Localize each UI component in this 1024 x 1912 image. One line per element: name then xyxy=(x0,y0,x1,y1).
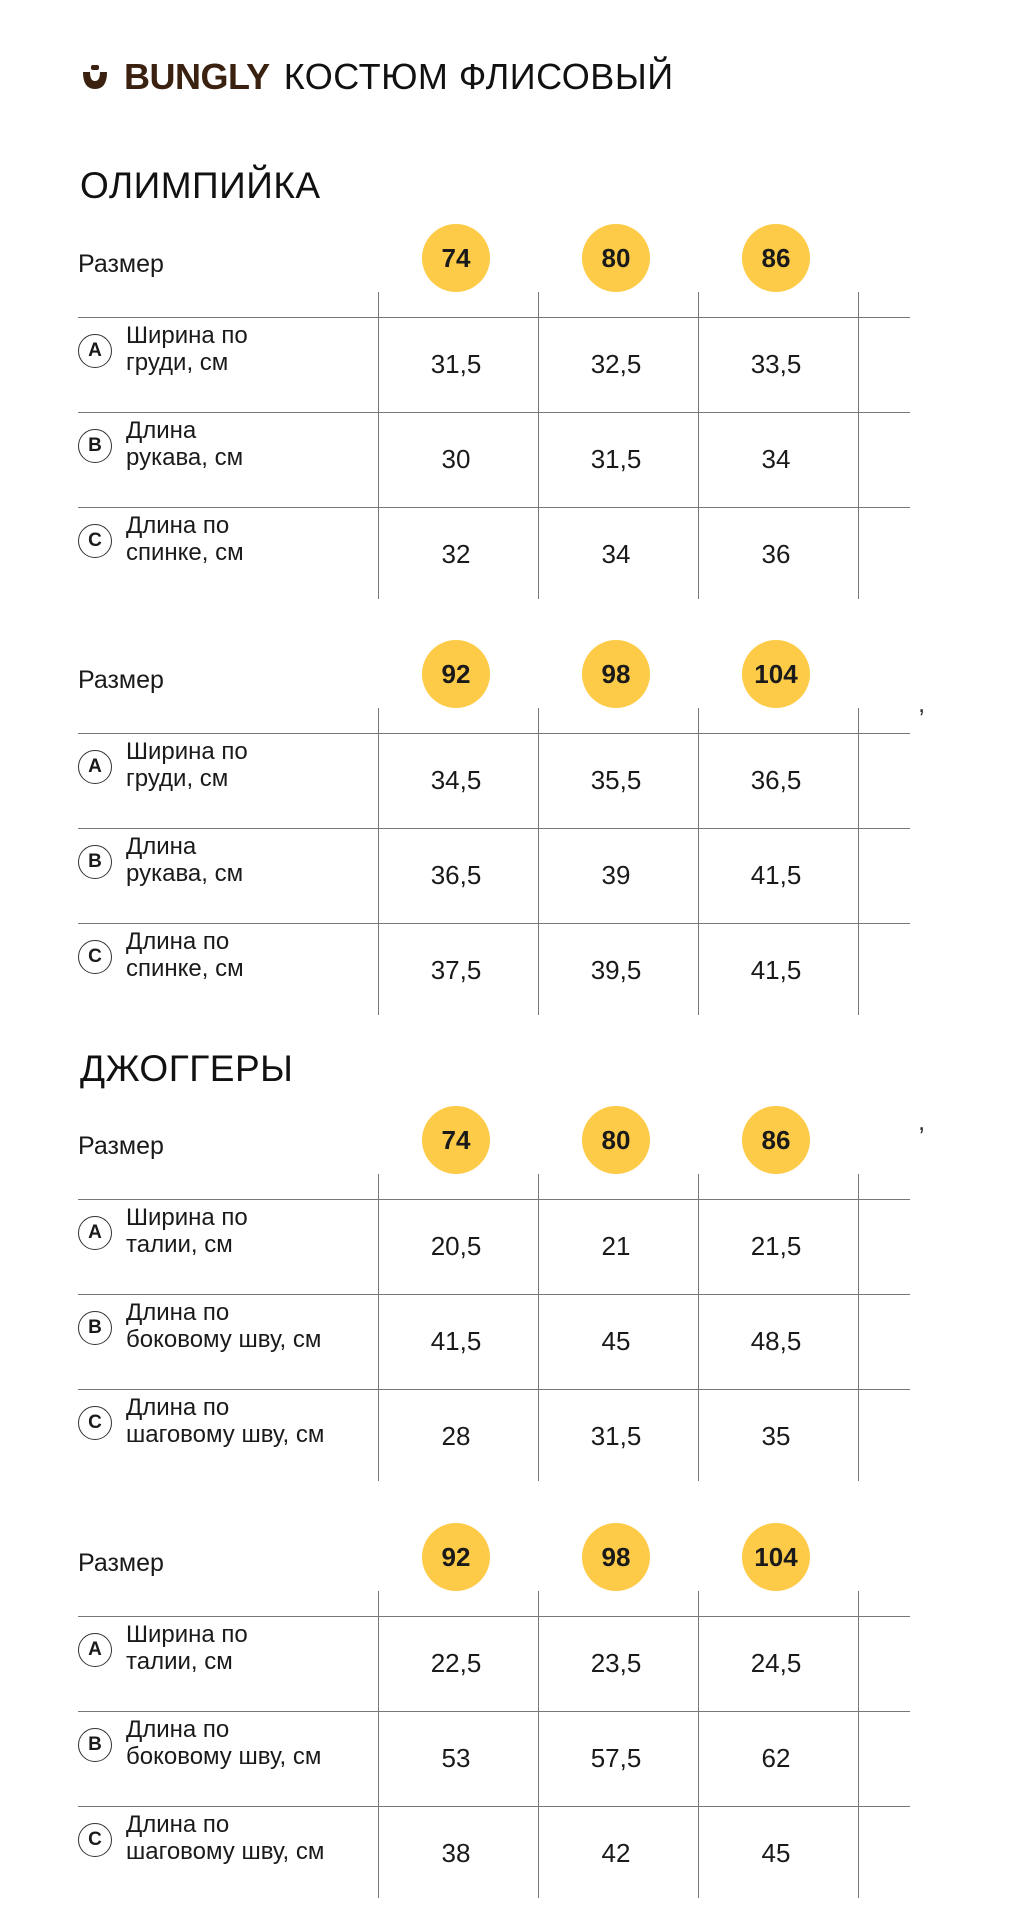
measurement-label-line: груди, см xyxy=(126,765,229,792)
section-heading-jacket: ОЛИМПИЙКА xyxy=(80,165,321,206)
measurement-letter-icon: B xyxy=(78,1728,112,1762)
measurement-letter-icon: B xyxy=(78,429,112,463)
measurement-label xyxy=(126,1621,248,1675)
measurement-label-line: Длина по xyxy=(126,512,230,539)
measurement-value: 41,5 xyxy=(750,955,802,985)
measurement-value: 48,5 xyxy=(750,1326,802,1356)
measurement-letter-icon: B xyxy=(78,1311,112,1345)
size-badge: 74 xyxy=(422,224,490,292)
measurement-label-line: Ширина по xyxy=(126,1204,248,1231)
measurement-value: 31,5 xyxy=(430,349,482,379)
measurement-label-line: талии, см xyxy=(126,1648,233,1675)
measurement-label xyxy=(126,512,244,566)
column-divider xyxy=(858,1174,859,1481)
row-divider xyxy=(78,923,910,924)
measurement-value: 35,5 xyxy=(590,765,642,795)
measurement-value: 34 xyxy=(761,444,791,474)
measurement-value: 33,5 xyxy=(750,349,802,379)
measurement-value: 20,5 xyxy=(430,1231,482,1261)
measurement-letter-icon: A xyxy=(78,334,112,368)
row-divider xyxy=(78,317,910,318)
measurement-label-line: рукава, см xyxy=(126,444,244,471)
measurement-value: 38 xyxy=(441,1838,471,1868)
measurement-label-line: Ширина по xyxy=(126,1621,248,1648)
measurement-value: 53 xyxy=(441,1743,471,1773)
measurement-label-line: Ширина по xyxy=(126,322,248,349)
measurement-letter-icon: A xyxy=(78,750,112,784)
measurement-letter-icon: C xyxy=(78,1823,112,1857)
measurement-value: 36,5 xyxy=(750,765,802,795)
measurement-value: 21,5 xyxy=(750,1231,802,1261)
measurement-value: 35 xyxy=(761,1421,791,1451)
size-badge: 92 xyxy=(422,1523,490,1591)
size-badge: 104 xyxy=(742,640,810,708)
measurement-letter-icon: A xyxy=(78,1633,112,1667)
size-badge: 80 xyxy=(582,1106,650,1174)
measurement-label-line: спинке, см xyxy=(126,955,244,982)
measurement-label-line: боковому шву, см xyxy=(126,1743,322,1770)
measurement-letter-icon: C xyxy=(78,524,112,558)
measurement-label-line: рукава, см xyxy=(126,860,244,887)
measurement-value: 34,5 xyxy=(430,765,482,795)
size-badge: 86 xyxy=(742,224,810,292)
measurement-value: 28 xyxy=(441,1421,471,1451)
measurement-letter-icon: B xyxy=(78,845,112,879)
measurement-label xyxy=(126,1299,321,1353)
measurement-label-line: Длина по xyxy=(126,1394,230,1421)
size-label: Размер xyxy=(78,250,164,278)
row-divider xyxy=(78,1806,910,1807)
size-table-joggers-1 xyxy=(78,1106,910,1481)
size-table-jacket-2 xyxy=(78,640,910,1015)
measurement-value: 39 xyxy=(601,860,631,890)
measurement-label-line: Длина xyxy=(126,417,197,444)
row-divider xyxy=(78,733,910,734)
measurement-value: 31,5 xyxy=(590,1421,642,1451)
measurement-value: 36,5 xyxy=(430,860,482,890)
measurement-label xyxy=(126,738,248,792)
bungly-smile-icon xyxy=(80,62,110,92)
measurement-letter-icon: C xyxy=(78,1406,112,1440)
measurement-label-line: шаговому шву, см xyxy=(126,1838,325,1865)
measurement-value: 62 xyxy=(761,1743,791,1773)
section-heading-joggers: ДЖОГГЕРЫ xyxy=(80,1048,294,1089)
measurement-value: 34 xyxy=(601,539,631,569)
measurement-label xyxy=(126,1204,248,1258)
measurement-value: 22,5 xyxy=(430,1648,482,1678)
measurement-value: 31,5 xyxy=(590,444,642,474)
measurement-value: 32,5 xyxy=(590,349,642,379)
measurement-value: 41,5 xyxy=(750,860,802,890)
measurement-label xyxy=(126,833,243,887)
row-divider xyxy=(78,412,910,413)
measurement-label-line: Ширина по xyxy=(126,738,248,765)
measurement-value: 21 xyxy=(601,1231,631,1261)
row-divider xyxy=(78,507,910,508)
measurement-value: 32 xyxy=(441,539,471,569)
page-title: КОСТЮМ ФЛИСОВЫЙ xyxy=(283,56,674,97)
size-badge: 74 xyxy=(422,1106,490,1174)
size-table-jacket-1 xyxy=(78,224,910,599)
measurement-label xyxy=(126,1811,324,1865)
measurement-value: 57,5 xyxy=(590,1743,642,1773)
measurement-label xyxy=(126,1716,321,1770)
row-divider xyxy=(78,1616,910,1617)
size-badge: 98 xyxy=(582,1523,650,1591)
measurement-label-line: Длина по xyxy=(126,1299,230,1326)
column-divider xyxy=(858,708,859,1015)
size-label: Размер xyxy=(78,666,164,694)
measurement-label-line: боковому шву, см xyxy=(126,1326,322,1353)
stray-comma-mark: , xyxy=(918,688,926,718)
measurement-value: 37,5 xyxy=(430,955,482,985)
brand-name: BUNGLY xyxy=(124,56,270,97)
measurement-value: 23,5 xyxy=(590,1648,642,1678)
measurement-value: 45 xyxy=(601,1326,631,1356)
measurement-value: 41,5 xyxy=(430,1326,482,1356)
size-badge: 86 xyxy=(742,1106,810,1174)
size-badge: 92 xyxy=(422,640,490,708)
measurement-label-line: спинке, см xyxy=(126,539,244,566)
row-divider xyxy=(78,1389,910,1390)
measurement-label xyxy=(126,322,248,376)
row-divider xyxy=(78,828,910,829)
measurement-label-line: Длина по xyxy=(126,928,230,955)
measurement-value: 45 xyxy=(761,1838,791,1868)
measurement-label-line: Длина по xyxy=(126,1716,230,1743)
size-badge: 80 xyxy=(582,224,650,292)
size-label: Размер xyxy=(78,1549,164,1577)
row-divider xyxy=(78,1199,910,1200)
measurement-label xyxy=(126,417,243,471)
column-divider xyxy=(858,1591,859,1898)
measurement-value: 42 xyxy=(601,1838,631,1868)
measurement-label xyxy=(126,1394,324,1448)
header xyxy=(80,55,674,99)
measurement-label-line: груди, см xyxy=(126,349,229,376)
measurement-label-line: Длина xyxy=(126,833,197,860)
column-divider xyxy=(858,292,859,599)
row-divider xyxy=(78,1294,910,1295)
measurement-letter-icon: A xyxy=(78,1216,112,1250)
measurement-label xyxy=(126,928,244,982)
size-badge: 98 xyxy=(582,640,650,708)
measurement-label-line: Длина по xyxy=(126,1811,230,1838)
measurement-value: 30 xyxy=(441,444,471,474)
size-table-joggers-2 xyxy=(78,1523,910,1898)
size-label: Размер xyxy=(78,1132,164,1160)
measurement-label-line: талии, см xyxy=(126,1231,233,1258)
row-divider xyxy=(78,1711,910,1712)
size-badge: 104 xyxy=(742,1523,810,1591)
measurement-label-line: шаговому шву, см xyxy=(126,1421,325,1448)
measurement-value: 39,5 xyxy=(590,955,642,985)
measurement-value: 24,5 xyxy=(750,1648,802,1678)
measurement-value: 36 xyxy=(761,539,791,569)
measurement-letter-icon: C xyxy=(78,940,112,974)
stray-comma-mark: , xyxy=(918,1106,926,1136)
